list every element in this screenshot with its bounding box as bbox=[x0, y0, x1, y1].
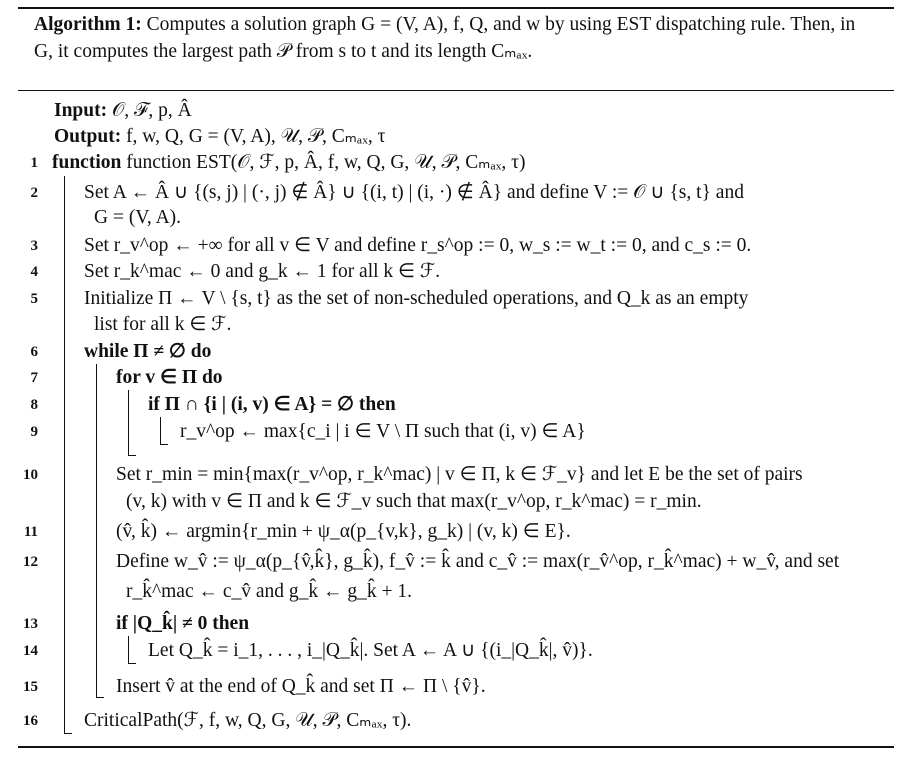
line-number: 16 bbox=[23, 713, 38, 729]
line-number: 15 bbox=[23, 679, 38, 695]
algorithm-caption-text: Computes a solution graph G = (V, A), f, Q, and w by using EST dispatching rule. Then, in G, it computes the largest path 𝒫 from s to t and its length Cₘₐₓ. bbox=[34, 14, 856, 62]
line-text: function EST(𝒪, ℱ, p, Â, f, w, Q, G, 𝒰, 𝒫, Cₘₐₓ, τ) bbox=[126, 152, 526, 173]
algorithm-line-13: if |Q_k̂| ≠ 0 then bbox=[116, 613, 250, 634]
algorithm-line-15: Insert v̂ at the end of Q_k̂ and set Π ← Π \ {v̂}. bbox=[116, 676, 486, 697]
line-number: 3 bbox=[30, 238, 38, 254]
if-block-tick bbox=[160, 444, 168, 445]
algorithm-line-4: Set r_k^mac ← 0 and g_k ← 1 for all k ∈ ℱ. bbox=[84, 261, 441, 282]
output-value: f, w, Q, G = (V, A), 𝒰, 𝒫, Cₘₐₓ, τ bbox=[126, 126, 386, 147]
while-block-bar bbox=[96, 364, 97, 698]
algorithm-line-2-cont: G = (V, A). bbox=[94, 207, 182, 228]
input-value: 𝒪, ℱ, p, Â bbox=[112, 100, 192, 121]
line-number: 14 bbox=[23, 643, 38, 659]
algorithm-label: Algorithm 1: bbox=[34, 14, 142, 35]
algorithm-line-12-cont: r_k̂^mac ← c_v̂ and g_k̂ ← g_k̂ + 1. bbox=[126, 581, 413, 602]
function-block-tick bbox=[64, 733, 72, 734]
algorithm-line-14: Let Q_k̂ = i_1, . . . , i_|Q_k̂|. Set A ← A ∪ {(i_|Q_k̂|, v̂)}. bbox=[148, 640, 593, 661]
function-keyword: function bbox=[52, 152, 122, 173]
algorithm-bottom-rule bbox=[18, 746, 894, 748]
algorithm-line-16: CriticalPath(ℱ, f, w, Q, G, 𝒰, 𝒫, Cₘₐₓ, τ). bbox=[84, 710, 412, 731]
algorithm-caption-rule bbox=[18, 90, 894, 91]
algorithm-line-3: Set r_v^op ← +∞ for all v ∈ V and define r_s^op := 0, w_s := w_t := 0, and c_s := 0. bbox=[84, 235, 752, 256]
algorithm-line-11: (v̂, k̂) ← argmin{r_min + ψ_α(p_{v,k}, g_k) | (v, k) ∈ E}. bbox=[116, 521, 571, 542]
algorithm-line-6: while Π ≠ ∅ do bbox=[84, 341, 212, 362]
line-number: 4 bbox=[30, 264, 38, 280]
line-number: 1 bbox=[30, 155, 38, 171]
input-label: Input: bbox=[54, 100, 108, 121]
line-number: 12 bbox=[23, 554, 38, 570]
output-label: Output: bbox=[54, 126, 122, 147]
line-number: 7 bbox=[30, 370, 38, 386]
line-number: 9 bbox=[30, 424, 38, 440]
for-block-bar bbox=[128, 390, 129, 456]
algorithm-line-5: Initialize Π ← V \ {s, t} as the set of non-scheduled operations, and Q_k as an empty bbox=[84, 288, 749, 309]
line-number: 6 bbox=[30, 344, 38, 360]
line-number: 8 bbox=[30, 397, 38, 413]
for-block-tick bbox=[128, 455, 136, 456]
algorithm-line-2: Set A ← Â ∪ {(s, j) | (·, j) ∉ Â} ∪ {(i, t) | (i, ·) ∉ Â} and define V := 𝒪 ∪ {s, t} and bbox=[84, 182, 744, 203]
algorithm-line-7: for v ∈ Π do bbox=[116, 367, 223, 388]
input-line bbox=[54, 99, 192, 123]
while-block-tick bbox=[96, 697, 104, 698]
line-number: 10 bbox=[23, 467, 38, 483]
algorithm-line-5-cont: list for all k ∈ ℱ. bbox=[94, 314, 232, 335]
algorithm-line-10: Set r_min = min{max(r_v^op, r_k^mac) | v ∈ Π, k ∈ ℱ_v} and let E be the set of pairs bbox=[116, 464, 803, 485]
algorithm-line-1 bbox=[52, 151, 526, 175]
algorithm-line-8: if Π ∩ {i | (i, v) ∈ A} = ∅ then bbox=[148, 394, 396, 415]
function-block-bar bbox=[64, 176, 65, 734]
if-q-block-bar bbox=[128, 636, 129, 664]
algorithm-caption bbox=[34, 11, 874, 65]
line-number: 11 bbox=[23, 524, 38, 540]
algorithm-line-10-cont: (v, k) with v ∈ Π and k ∈ ℱ_v such that max(r_v^op, r_k^mac) = r_min. bbox=[126, 491, 702, 512]
line-number: 2 bbox=[30, 185, 38, 201]
output-line bbox=[54, 125, 385, 149]
algorithm-line-9: r_v^op ← max{c_i | i ∈ V \ Π such that (i, v) ∈ A} bbox=[180, 421, 586, 442]
if-q-block-tick bbox=[128, 663, 136, 664]
line-number: 5 bbox=[30, 291, 38, 307]
algorithm-line-12: Define w_v̂ := ψ_α(p_{v̂,k̂}, g_k̂), f_v̂ := k̂ and c_v̂ := max(r_v̂^op, r_k̂^mac) + w_v̂, and set bbox=[116, 551, 840, 572]
if-block-bar bbox=[160, 417, 161, 445]
algorithm-top-rule bbox=[18, 7, 894, 9]
line-number: 13 bbox=[23, 616, 38, 632]
